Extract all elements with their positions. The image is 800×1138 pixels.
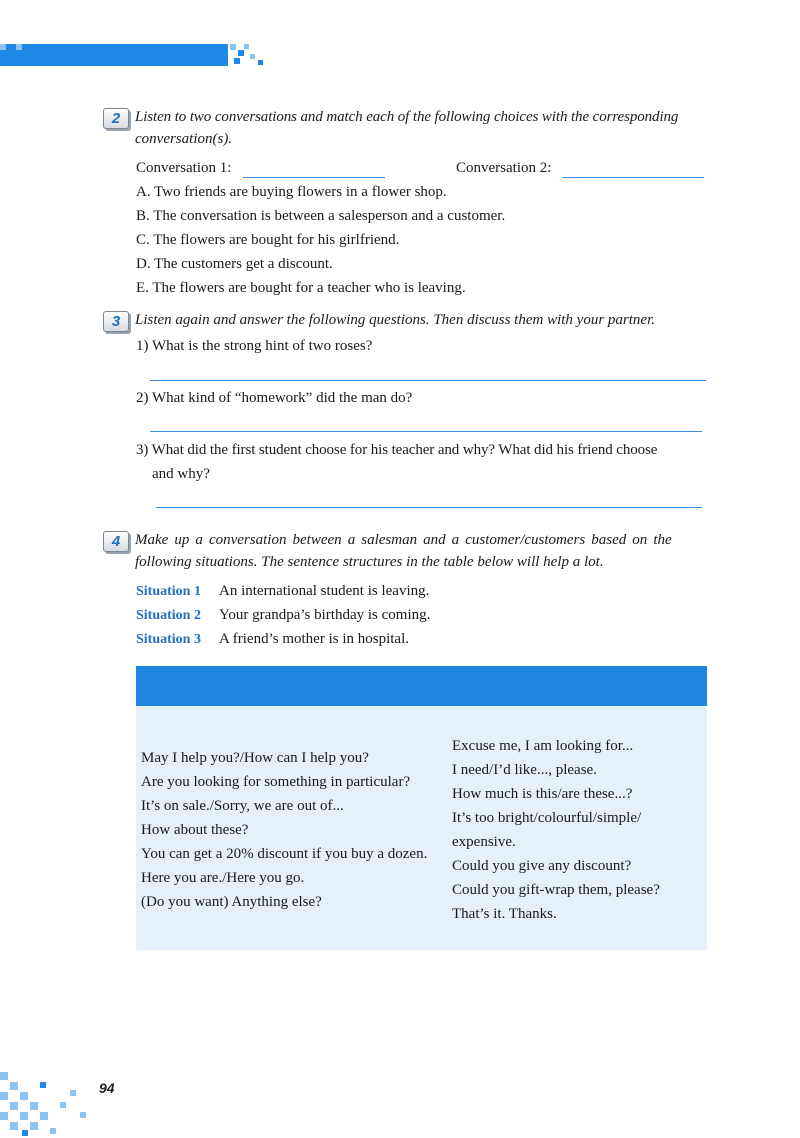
salesperson-phrase: May I help you?/How can I help you? <box>141 750 369 766</box>
situation-3 <box>136 628 201 651</box>
exercise-3-instruction: Listen again and answer the following questions. Then discuss them with your partner. <box>135 312 656 328</box>
customer-phrase: Could you gift-wrap them, please? <box>452 882 660 898</box>
salesperson-phrases-column <box>141 746 427 914</box>
situation-3-text: A friend’s mother is in hospital. <box>219 631 409 647</box>
customer-phrase: It’s too bright/colourful/simple/ <box>452 810 642 826</box>
situation-1-text: An international student is leaving. <box>219 583 430 599</box>
customer-phrase: That’s it. Thanks. <box>452 906 557 922</box>
choice-e: E. The flowers are bought for a teacher who is leaving. <box>136 280 466 296</box>
choice-d: D. The customers get a discount. <box>136 256 333 272</box>
customer-phrase: How much is this/are these...? <box>452 786 633 802</box>
customer-phrase: Excuse me, I am looking for... <box>452 738 634 754</box>
exercise-3-badge: 3 <box>103 311 129 332</box>
salesperson-phrase: You can get a 20% discount if you buy a dozen. <box>141 846 428 862</box>
page-number: 94 <box>99 1080 115 1096</box>
choice-a: A. Two friends are buying flowers in a flower shop. <box>136 184 447 200</box>
customer-phrase: expensive. <box>452 834 516 850</box>
question-3-line-1: 3) What did the first student choose for his teacher and why? What did his friend choose <box>136 442 658 458</box>
customer-phrases-column <box>452 734 660 926</box>
salesperson-phrase: It’s on sale./Sorry, we are out of... <box>141 798 344 814</box>
question-2: 2) What kind of “homework” did the man do? <box>136 390 413 406</box>
salesperson-phrase: How about these? <box>141 822 249 838</box>
salesperson-phrase: (Do you want) Anything else? <box>141 894 322 910</box>
question-1-answer-line[interactable] <box>150 380 706 381</box>
customer-phrase: I need/I’d like..., please. <box>452 762 597 778</box>
question-1: 1) What is the strong hint of two roses? <box>136 338 373 354</box>
sentence-table-header <box>136 666 707 706</box>
header-bar <box>0 44 228 66</box>
question-3-line-2: and why? <box>152 466 210 482</box>
conversation-1-label: Conversation 1: <box>136 160 232 176</box>
exercise-4-instruction: Make up a conversation between a salesman and a customer/customers based on the following situations. The sentence structures in the table below will help a lot. <box>135 532 672 570</box>
situation-2-label: Situation 2 <box>136 608 201 623</box>
situation-2-text: Your grandpa’s birthday is coming. <box>219 607 431 623</box>
situation-1-label: Situation 1 <box>136 584 201 599</box>
exercise-2-instruction: Listen to two conversations and match each of the following choices with the corresponding conversation(s). <box>135 109 679 147</box>
conversation-2-blank[interactable] <box>562 177 704 178</box>
situation-3-label: Situation 3 <box>136 632 201 647</box>
choice-c: C. The flowers are bought for his girlfriend. <box>136 232 400 248</box>
conversation-1-blank[interactable] <box>243 177 385 178</box>
choice-b: B. The conversation is between a salesperson and a customer. <box>136 208 506 224</box>
question-3-answer-line[interactable] <box>156 507 702 508</box>
question-2-answer-line[interactable] <box>150 431 702 432</box>
conversation-2-label: Conversation 2: <box>456 160 552 176</box>
exercise-4-badge: 4 <box>103 531 129 552</box>
exercise-2-badge: 2 <box>103 108 129 129</box>
situation-2 <box>136 604 201 627</box>
salesperson-phrase: Are you looking for something in particular? <box>141 774 411 790</box>
salesperson-phrase: Here you are./Here you go. <box>141 870 305 886</box>
situation-1 <box>136 580 201 603</box>
customer-phrase: Could you give any discount? <box>452 858 632 874</box>
